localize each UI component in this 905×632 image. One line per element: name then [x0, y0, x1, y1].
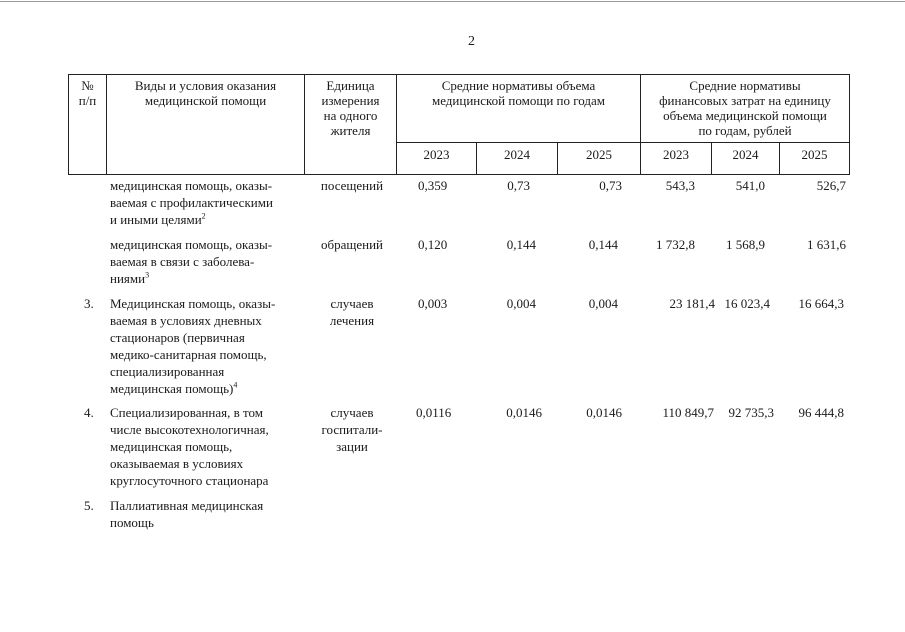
row-volume-2025: 0,004: [588, 296, 618, 311]
row-volume-2025: 0,0146: [586, 405, 622, 420]
row-number: 5.: [84, 498, 94, 513]
row-name: Паллиативная медицинская помощь: [110, 498, 264, 530]
header-year: 2023: [641, 143, 712, 175]
page-number: 2: [468, 34, 475, 49]
row-unit: случаев лечения: [329, 296, 375, 328]
row-finance-2024: 541,0: [735, 178, 765, 193]
header-types: Виды и условия оказания медицинской помощи: [107, 75, 305, 175]
row-finance-2024: 1 568,9: [726, 237, 765, 252]
row-volume-2023: 0,359: [418, 178, 448, 193]
row-volume-2024: 0,73: [507, 178, 530, 193]
header-unit: Единица измерения на одного жителя: [305, 75, 397, 175]
row-number: 4.: [84, 405, 94, 420]
row-finance-2024: 16 023,4: [724, 296, 770, 311]
header-num: № п/п: [69, 75, 107, 175]
row-volume-2023: 0,0116: [416, 405, 452, 420]
header-table: [68, 74, 850, 175]
row-name: медицинская помощь, оказы- ваемая с профилактическими и иными целями$^2$: [110, 178, 273, 227]
header-year: 2024: [712, 143, 780, 175]
row-volume-2023: 0,003: [418, 296, 448, 311]
row-unit: обращений: [320, 237, 384, 252]
row-unit: случаев госпитали- зации: [321, 405, 383, 454]
header-year: 2025: [780, 143, 850, 175]
row-volume-2024: 0,144: [506, 237, 536, 252]
top-edge-line: [0, 1, 905, 2]
header-year: 2023: [397, 143, 477, 175]
row-volume-2025: 0,73: [599, 178, 622, 193]
row-name: медицинская помощь, оказы- ваемая в связи с заболева- ниями$^3$: [110, 237, 273, 286]
header-volume: Средние нормативы объема медицинской помощи по годам: [397, 75, 641, 143]
row-finance-2025: 1 631,6: [807, 237, 846, 252]
header-year: 2025: [558, 143, 641, 175]
header-year: 2024: [477, 143, 558, 175]
row-finance-2025: 96 444,8: [798, 405, 844, 420]
row-finance-2023: 543,3: [665, 178, 695, 193]
row-finance-2025: 526,7: [816, 178, 846, 193]
row-finance-2025: 16 664,3: [798, 296, 844, 311]
row-number: 3.: [84, 296, 94, 311]
row-volume-2024: 0,004: [506, 296, 536, 311]
row-unit: посещений: [320, 178, 384, 193]
row-name: Специализированная, в том числе высокотехнологичная, медицинская помощь, оказываемая в условиях круглосуточного стационара: [110, 405, 269, 488]
row-finance-2024: 92 735,3: [728, 405, 774, 420]
row-volume-2025: 0,144: [588, 237, 618, 252]
row-name: Медицинская помощь, оказы- ваемая в условиях дневных стационаров (первичная медико-санитарная помощь, специализированная медицинская помощь)$^4$: [110, 296, 276, 396]
row-finance-2023: 1 732,8: [656, 237, 695, 252]
header-finance: Средние нормативы финансовых затрат на единицу объема медицинской помощи по годам, рублей: [641, 75, 850, 143]
row-finance-2023: 23 181,4: [669, 296, 715, 311]
row-finance-2023: 110 849,7: [662, 405, 714, 420]
row-volume-2023: 0,120: [418, 237, 448, 252]
row-volume-2024: 0,0146: [506, 405, 542, 420]
